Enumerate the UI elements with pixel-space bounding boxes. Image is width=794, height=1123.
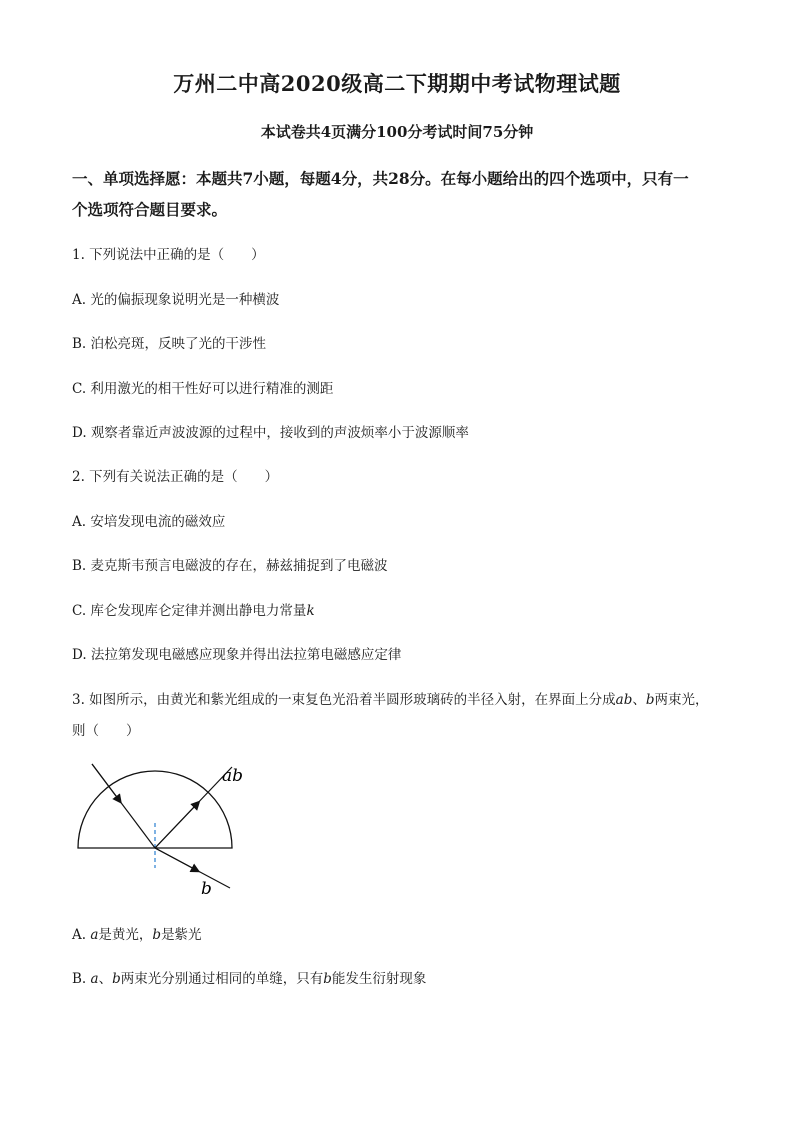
exam-subtitle: 本试卷共4页满分100分考试时间75分钟 bbox=[260, 123, 534, 141]
q3-sep: 、 bbox=[632, 692, 646, 708]
q3-b-prefix: B. bbox=[72, 971, 91, 987]
exam-title: 万州二中高2020级高二下期期中考试物理试题 bbox=[173, 71, 621, 96]
q3-a-post: 是紫光 bbox=[161, 927, 202, 943]
q3-var-ab: ab bbox=[615, 692, 633, 708]
q2-option-b: B. 麦克斯韦预言电磁波的存在，赫兹捕捉到了电磁波 bbox=[72, 558, 388, 574]
q2-option-c-text: C. 库仑发现库仑定律并测出静电力常量 bbox=[72, 603, 307, 619]
q1-option-d: D. 观察者靠近声波波源的过程中，接收到的声波烦率小于波源顺率 bbox=[72, 425, 469, 441]
q3-a-var2: b bbox=[152, 927, 162, 943]
q2-stem: 2. 下列有关说法正确的是（ ） bbox=[72, 469, 279, 485]
q1-option-c: C. 利用激光的相干性好可以进行精准的测距 bbox=[72, 381, 334, 397]
q1-option-a: A. 光的偏振现象说明光是一种横波 bbox=[72, 292, 280, 308]
q3-stem-line1 bbox=[72, 688, 709, 708]
q1-option-b: B. 泊松亮斑，反映了光的干涉性 bbox=[72, 336, 267, 352]
q3-stem-post: 两束光， bbox=[654, 692, 709, 708]
q3-b-sep: 、 bbox=[98, 971, 113, 987]
q2-option-d: D. 法拉第发现电磁感应现象并得出法拉第电磁感应定律 bbox=[72, 647, 402, 663]
label-ab: ab bbox=[222, 766, 244, 786]
q3-a-prefix: A. bbox=[72, 927, 91, 943]
q2-option-a: A. 安培发现电流的磁效应 bbox=[72, 514, 226, 530]
q3-b-mid: 两束光分别通过相同的单缝，只有 bbox=[120, 971, 324, 987]
q2-option-c-var: k bbox=[306, 603, 315, 619]
q1-stem: 1. 下列说法中正确的是（ ） bbox=[72, 247, 265, 263]
q3-var-b: b bbox=[645, 692, 655, 708]
q3-option-a bbox=[72, 923, 202, 943]
q3-stem-line2: 则（ ） bbox=[72, 723, 140, 739]
q3-b-post: 能发生衍射现象 bbox=[331, 971, 427, 987]
q3-figure bbox=[70, 760, 260, 900]
label-b: b bbox=[201, 879, 212, 899]
q2-option-c bbox=[72, 599, 315, 619]
q3-stem-text: 3. 如图所示，由黄光和紫光组成的一束复色光沿着半圆形玻璃砖的半径入射，在界面上分成 bbox=[72, 692, 616, 708]
q3-b-var2: b bbox=[112, 971, 121, 987]
section-heading-line1: 一、单项选择愿：本题共7小题，每题4分，共28分。在每小题给出的四个选项中，只有一 bbox=[72, 169, 689, 188]
q3-b-var3: b bbox=[323, 971, 332, 987]
q3-a-mid: 是黄光， bbox=[98, 927, 153, 943]
q3-option-b bbox=[72, 967, 426, 987]
semicircle-glass bbox=[78, 771, 232, 848]
q3-a-var1: a bbox=[90, 927, 99, 943]
section-heading-line2: 个选项符合题目要求。 bbox=[72, 200, 228, 219]
q3-b-var1: a bbox=[90, 971, 99, 987]
